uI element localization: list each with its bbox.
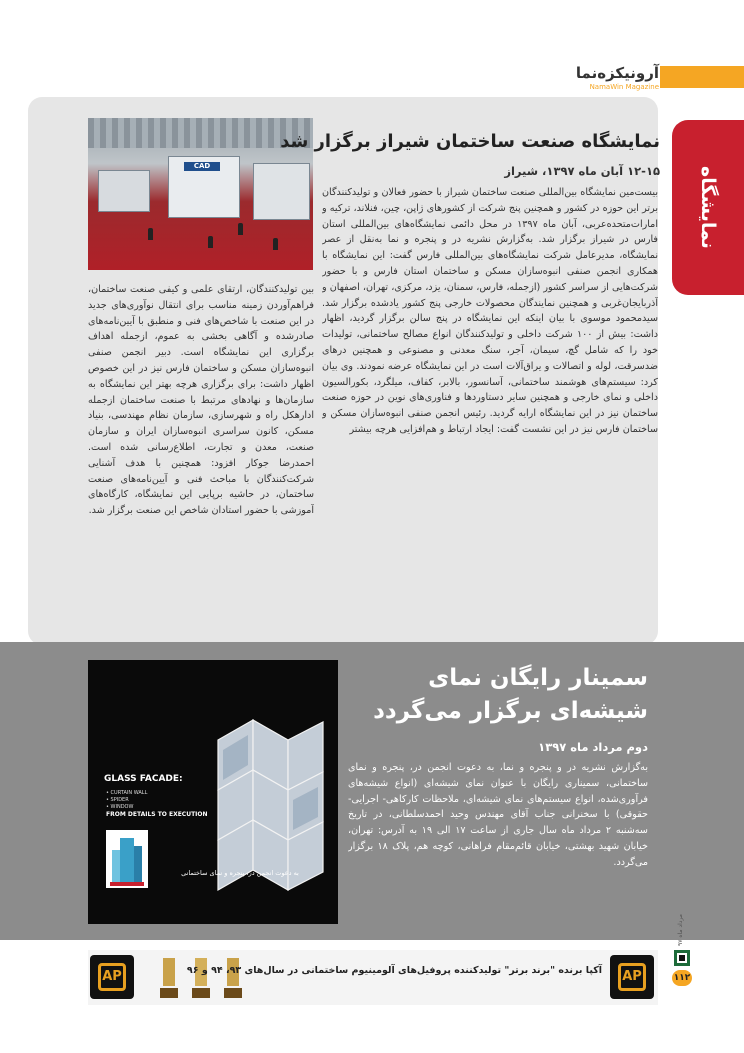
trophy-icon <box>160 958 178 998</box>
article-title: نمایشگاه صنعت ساختمان شیراز برگزار شد <box>280 131 660 152</box>
poster-list-item: • SPIDER <box>106 797 129 803</box>
visitor <box>238 223 243 235</box>
poster-subtitle: FROM DETAILS TO EXECUTION <box>106 811 208 818</box>
poster-list-item: • WINDOW <box>106 804 134 810</box>
poster-caption: به دعوت انجمن در، پنجره و نمای ساختمانی <box>181 869 299 877</box>
article-date: ۱۲-۱۵ آبان ماه ۱۳۹۷، شیراز <box>504 164 660 178</box>
building-icon <box>106 830 148 888</box>
booth <box>98 170 150 212</box>
visitor <box>148 228 153 240</box>
visitor <box>273 238 278 250</box>
booth-sign: CAD <box>184 162 220 171</box>
poster-list-item: • CURTAIN WALL <box>106 790 148 796</box>
issue-date: مرداد ماه ۹۷ <box>677 914 684 946</box>
brand-logo-mark: AP <box>98 963 126 991</box>
magazine-logo: آرونیکزه‌نما <box>575 64 659 82</box>
brand-logo <box>90 955 134 999</box>
magazine-icon-graphic <box>674 950 690 966</box>
visitor <box>208 236 213 248</box>
article-date: دوم مرداد ماه ۱۳۹۷ <box>538 740 648 754</box>
booth <box>253 163 310 220</box>
magazine-logo-subtitle: NamaWin Magazine <box>589 83 659 91</box>
brand-logo <box>610 955 654 999</box>
brand-logo-mark: AP <box>618 963 646 991</box>
page-number: ۱۱۲ <box>672 970 692 986</box>
building-thumbnail <box>106 830 148 888</box>
article-body: به‌گزارش نشریه در و پنجره و نما، به دعوت انجمن در، پنجره و نمای ساختمانی، سمیناری رایگان با عنوان نمای شیشه‌ای (انواع شیشه‌های فرآوری‌شده، انواع سیستم‌های نمای شیشه‌ای، ملاحظات کارکاهی- اجرایی- حقوقی) با سخنرانی جناب آقای مهندس وحید احمدسلطانی، در تاریخ سه‌شنبه ۲ مرداد ماه سال جاری از ساعت ۱۷ الی ۱۹ به آدرس: تهران، خیابان شهید بهشتی، خیابان قائم‌مقام فراهانی، کوچه هم، پلاک ۱۸ برگزار می‌گردد. <box>348 762 648 868</box>
section-tab-label: نمایشگاه <box>697 166 719 249</box>
poster-title: GLASS FACADE: <box>104 774 183 784</box>
article-body-column: بیست‌مین نمایشگاه بین‌المللی صنعت ساختمان شیراز با حضور فعالان و تولیدکنندگان برتر این حوزه در کشور و همچنین پنج شرکت از کشورهای ژاپن، چین، فنلاند، ترکیه و امارات‌متحده‌عربی، آبان ماه ۱۳۹۷ در محل دائمی نمایشگاه‌های بین‌المللی استان فارس در شیراز برگزار شد. به‌گزارش نشریه در و پنجره و نما به‌نقل از عصر نمایشگاه، مدیرعامل شرکت نمایشگاه‌های بین‌المللی فارس گفت: این نمایشگاه با همکاری انجمن صنفی انبوه‌سازان مسکن و ساختمان استان فارس و با حضور شرکت‌هایی از سراسر کشور (ازجمله، فارس، سمنان، یزد، مرکزی، تهران، اصفهان و آذربایجان‌غربی و همچنین نمایندگان محصولات خارجی پنج کشور یادشده برگزار شد. سیدمحمود موسوی با بیان اینکه این نمایشگاه در پنج سالن برگزار گردید، اظهار داشت: بیش از ۱۰۰ شرکت داخلی و تولیدکنندگان انواع مصالح ساختمانی، تولیدات خود را که شامل گچ، سیمان، آجر، سنگ معدنی و مصنوعی و همچنین درهای ضدسرقت، لوله و اتصالات و یراق‌آلات است در این نمایشگاه عرضه نمودند. وی بیان کرد: سیستم‌های هوشمند ساختمانی، آسانسور، بالابر، کفاف، میلگرد، بکورالسیون داخلی و نمای خارجی و همچنین سایر دستاوردها و فناوری‌های نوین در حوزه صنعت ساختمان نیز در این نمایشگاه ارایه گردید. رئیس انجمن صنفی انبوه‌سازان مسکن و ساختمان فارس نیز در این نشست گفت: ایجاد ارتباط و هم‌افزایی هرچه بیشتر <box>322 187 658 435</box>
article-title: سمینار رایگان نمای شیشه‌ای برگزار می‌گردد <box>373 665 648 724</box>
advertisement-text: آکپا برنده "برند برتر" تولیدکننده پروفیل‌های آلومینیوم ساختمانی در سال‌های ۹۳، ۹۴ و ۹۶ <box>186 965 602 976</box>
magazine-icon <box>674 950 690 966</box>
header-accent-bar <box>660 66 744 88</box>
article-body-column: بین تولیدکنندگان، ارتقای علمی و کیفی صنعت ساختمان، فراهم‌آوردن زمینه مناسب برای انتقال نوآوری‌های جدید در این صنعت با شاخص‌های فنی و منطبق با آیین‌نامه‌های صادرشده و آگاهی بخشی به عموم، ازجمله اهداف برگزاری این نمایشگاه است. دبیر انجمن صنفی انبوه‌سازان مسکن و ساختمان فارس نیز در این خصوص اظهار داشت: برای برگزاری هرچه بهتر این نمایشگاه به سازمان‌ها و نهادهای مرتبط با صنعت ساختمان ازجمله ادارهکل راه و شهرسازی، سازمان نظام مهندسی، بنیاد مسکن، کانون سراسری انبوه‌سازان ایران و سازمان صنعت، معدن و تجارت، اطلاع‌رسانی شده است. احمدرضا جوکار افزود: همچنین با هدف آشنایی شرکت‌کنندگان با مباحث فنی و آیین‌نامه‌های صنعت ساختمان، در حاشیه برپایی این نمایشگاه، کارگاه‌های آموزشی با حضور استادان شاخص این صنعت برگزار شد. <box>88 284 314 517</box>
